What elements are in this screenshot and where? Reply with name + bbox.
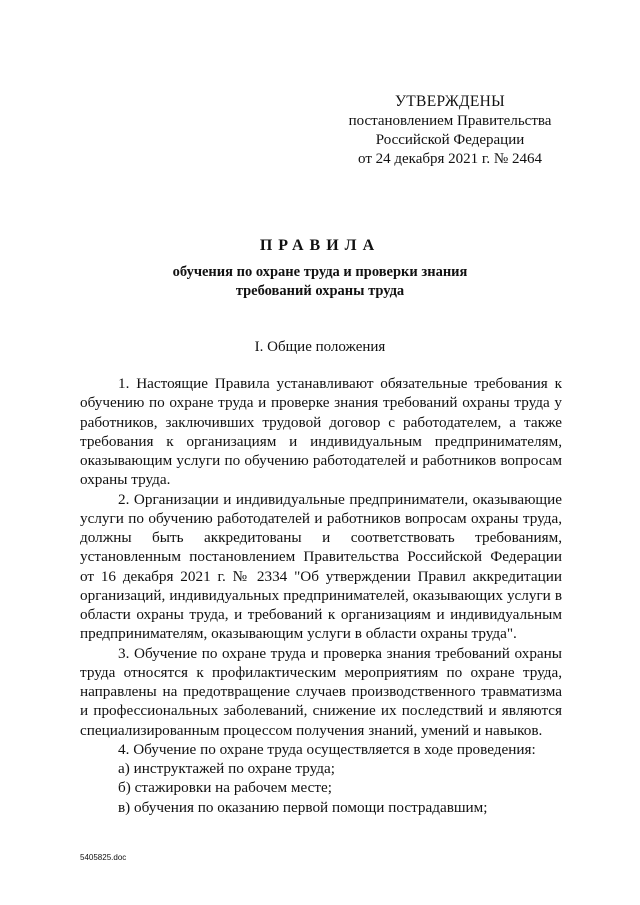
section-heading: I. Общие положения — [254, 339, 386, 355]
subtitle-line-1: обучения по охране труда и проверки знания — [172, 264, 468, 280]
file-reference: 5405825.doc — [80, 853, 127, 862]
paragraph-1: 1. Настоящие Правила устанавливают обязательные требования к обучению по охране труда и проверке знания требований охраны труда у работников, заключивших трудовой договор с работодателем, а также требования к организациям и индивидуальным предпринимателям, оказывающим услуги по обучению работодателей и работников вопросам охраны труда. — [80, 375, 562, 489]
list-item-b: б) стажировки на рабочем месте; — [118, 779, 332, 797]
document-body — [80, 374, 562, 817]
approval-line-1: постановлением Правительства — [348, 113, 552, 129]
list-item-a: а) инструктажей по охране труда; — [118, 760, 335, 777]
paragraph-4: 4. Обучение по охране труда осуществляется в ходе проведения: — [118, 740, 536, 758]
approval-line-2: Российской Федерации — [375, 132, 525, 148]
list-item-c: в) обучения по оказанию первой помощи пострадавшим; — [118, 798, 488, 816]
approval-heading: УТВЕРЖДЕНЫ — [395, 93, 505, 110]
document-subtitle — [150, 263, 490, 301]
approval-stamp — [330, 92, 570, 169]
document-title: ПРАВИЛА — [259, 237, 381, 254]
paragraph-3: 3. Обучение по охране труда и проверка знания требований охраны труда относятся к профилактическим мероприятиям по охране труда, направлены на предотвращение случаев производственного травматизма и профессиональных заболеваний, снижение их последствий и являются специализированным процессом получения знаний, умений и навыков. — [80, 644, 562, 739]
approval-line-3: от 24 декабря 2021 г. № 2464 — [358, 151, 542, 167]
subtitle-line-2: требований охраны труда — [235, 283, 405, 299]
paragraph-2: 2. Организации и индивидуальные предприниматели, оказывающие услуги по обучению работодателей и работников вопросам охраны труда, должны быть аккредитованы и соответствовать требованиям, установленным постановлением Правительства Российской Федерации от 16 декабря 2021 г. № 2334 "Об утверждении Правил аккредитации организаций, индивидуальных предпринимателей, оказывающих услуги в области охраны труда, и требований к организациям и индивидуальным предпринимателям, оказывающим услуги в области охраны труда". — [80, 490, 562, 643]
